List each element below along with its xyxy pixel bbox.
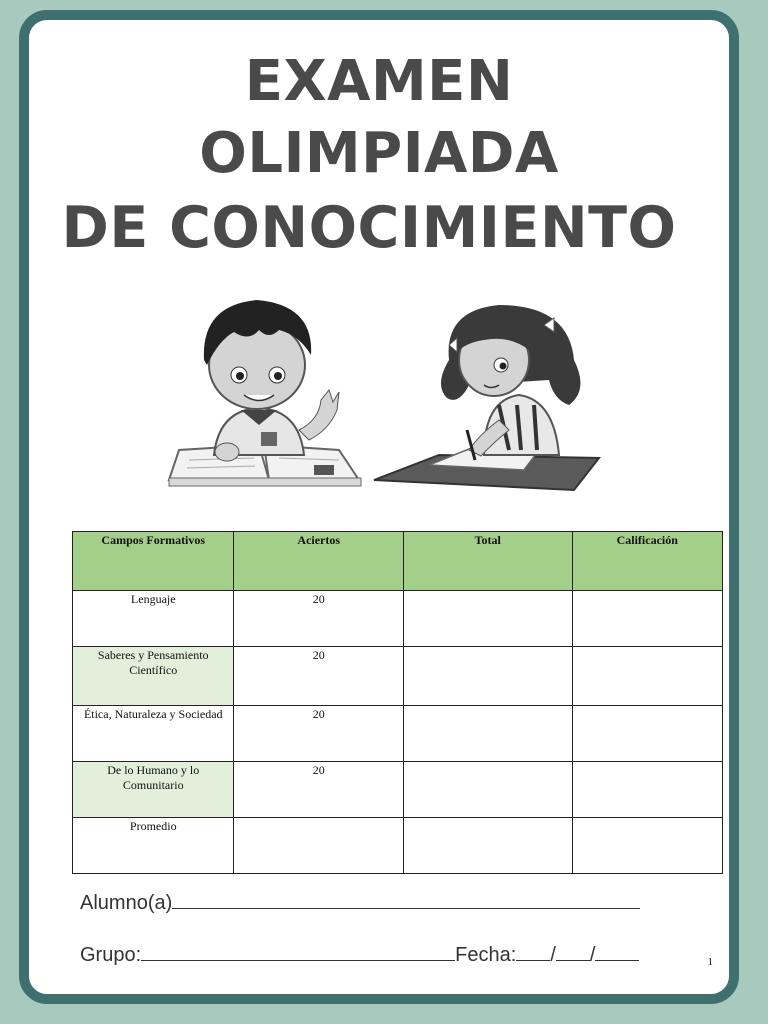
grupo-fecha-field [80, 942, 639, 967]
row-aciertos: 20 [234, 706, 404, 762]
row-total[interactable] [404, 818, 573, 874]
table-header-row [73, 532, 723, 591]
row-aciertos: 20 [234, 762, 404, 818]
header-calificacion: Calificación [572, 532, 722, 591]
students-illustration [29, 280, 729, 520]
fecha-month-line[interactable] [556, 942, 590, 961]
row-total[interactable] [404, 706, 573, 762]
table-row [73, 818, 723, 874]
girl-writing-icon [374, 305, 599, 490]
row-total[interactable] [404, 762, 573, 818]
table-row [73, 647, 723, 706]
header-campos: Campos Formativos [73, 532, 234, 591]
page-number: 1 [707, 956, 713, 968]
title-line-1: EXAMEN [244, 49, 514, 114]
row-total[interactable] [404, 591, 573, 647]
row-aciertos: 20 [234, 647, 404, 706]
fecha-year-line[interactable] [595, 942, 639, 961]
row-aciertos: 20 [234, 591, 404, 647]
row-campo: De lo Humano y lo Comunitario [73, 762, 234, 818]
row-calificacion[interactable] [572, 818, 722, 874]
row-campo: Saberes y Pensamiento Científico [73, 647, 234, 706]
exam-cover-page [19, 10, 739, 1004]
table-row [73, 706, 723, 762]
grupo-line[interactable] [141, 942, 455, 961]
alumno-label: Alumno(a) [80, 892, 173, 914]
table-row [73, 591, 723, 647]
alumno-line[interactable] [172, 890, 640, 909]
row-calificacion[interactable] [572, 591, 722, 647]
boy-reading-icon [169, 300, 361, 486]
header-total: Total [404, 532, 573, 591]
row-calificacion[interactable] [572, 647, 722, 706]
results-table [72, 531, 723, 874]
row-calificacion[interactable] [572, 706, 722, 762]
fecha-separator: / [550, 944, 556, 966]
row-calificacion[interactable] [572, 762, 722, 818]
row-campo: Lenguaje [73, 591, 234, 647]
row-total[interactable] [404, 647, 573, 706]
grupo-label: Grupo: [80, 944, 142, 966]
fecha-day-line[interactable] [516, 942, 550, 961]
table-row [73, 762, 723, 818]
alumno-field[interactable] [80, 890, 640, 915]
title-line-2: OLIMPIADA [199, 121, 559, 186]
row-campo: Ética, Naturaleza y Sociedad [73, 706, 234, 762]
title-line-3: DE CONOCIMIENTO [61, 195, 677, 261]
row-aciertos [234, 818, 404, 874]
fecha-separator: / [589, 944, 596, 966]
fecha-label: Fecha: [455, 944, 517, 966]
row-campo: Promedio [73, 818, 234, 874]
header-aciertos: Aciertos [234, 532, 404, 591]
